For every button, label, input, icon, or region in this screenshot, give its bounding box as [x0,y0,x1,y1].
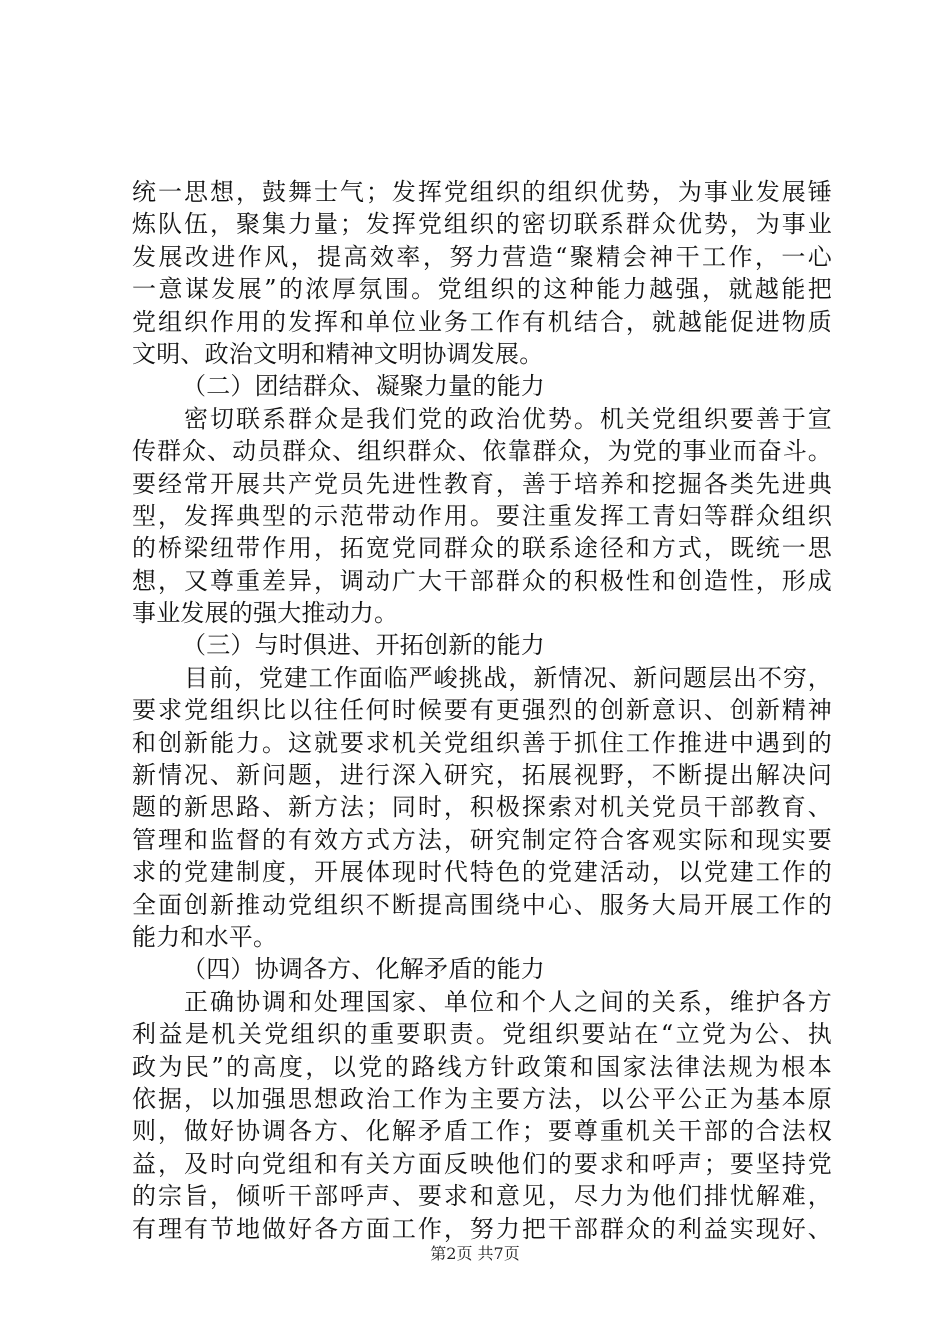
body-line: 文明、政治文明和精神文明协调发展。 [132,339,544,368]
body-line: 益，及时向党组和有关方面反映他们的要求和呼声；要坚持党 [132,1149,832,1178]
body-line: 统一思想，鼓舞士气；发挥党组织的组织优势，为事业发展锤 [132,178,832,206]
body-line: 一意谋发展”的浓厚氛围。党组织的这种能力越强，就越能把 [132,275,832,304]
body-line: 传群众、动员群众、组织群众、依靠群众，为党的事业而奋斗。 [132,437,832,466]
body-line: 要求党组织比以往任何时候要有更强烈的创新意识、创新精神 [132,696,832,725]
body-line: 发展改进作风，提高效率，努力营造“聚精会神干工作，一心 [132,242,832,271]
body-line: 党组织作用的发挥和单位业务工作有机结合，就越能促进物质 [132,307,832,336]
paragraph-first-line: 密切联系群众是我们党的政治优势。机关党组织要善于宣 [184,404,832,433]
paragraph-first-line: 正确协调和处理国家、单位和个人之间的关系，维护各方 [184,987,832,1016]
body-line: 求的党建制度，开展体现时代特色的党建活动，以党建工作的 [132,858,832,887]
body-line: 想，又尊重差异，调动广大干部群众的积极性和创造性，形成 [132,566,832,595]
body-line: 的宗旨，倾听干部呼声、要求和意见，尽力为他们排忧解难， [132,1182,832,1211]
body-line: 要经常开展共产党员先进性教育，善于培养和挖掘各类先进典 [132,469,832,498]
body-line: 政为民”的高度，以党的路线方针政策和国家法律法规为根本 [132,1052,832,1081]
body-line: 管理和监督的有效方式方法，研究制定符合客观实际和现实要 [132,825,832,854]
section-heading: （二）团结群众、凝聚力量的能力 [182,372,545,401]
page-footer: 第2页 共7页 [430,1244,520,1263]
body-line: 依据，以加强思想政治工作为主要方法，以公平公正为基本原 [132,1084,832,1113]
body-line: 能力和水平。 [132,922,278,951]
body-line: 题的新思路、新方法；同时，积极探索对机关党员干部教育、 [132,793,832,822]
body-line: 的桥梁纽带作用，拓宽党同群众的联系途径和方式，既统一思 [132,534,832,563]
body-line: 则，做好协调各方、化解矛盾工作；要尊重机关干部的合法权 [132,1117,832,1146]
body-line: 型，发挥典型的示范带动作用。要注重发挥工青妇等群众组织 [132,501,832,530]
body-line: 利益是机关党组织的重要职责。党组织要站在“立党为公、执 [132,1020,832,1049]
body-line: 全面创新推动党组织不断提高围绕中心、服务大局开展工作的 [132,890,832,919]
body-line: 新情况、新问题，进行深入研究，拓展视野，不断提出解决问 [132,761,832,790]
section-heading: （四）协调各方、化解矛盾的能力 [182,955,545,984]
body-line: 和创新能力。这就要求机关党组织善于抓住工作推进中遇到的 [132,728,832,757]
body-line: 事业发展的强大推动力。 [132,599,399,628]
document-body [132,176,832,1245]
paragraph-first-line: 目前，党建工作面临严峻挑战，新情况、新问题层出不穷， [184,663,832,692]
section-heading: （三）与时俱进、开拓创新的能力 [182,631,545,660]
body-line: 有理有节地做好各方面工作，努力把干部群众的利益实现好、 [132,1214,832,1243]
body-line: 炼队伍，聚集力量；发挥党组织的密切联系群众优势，为事业 [132,210,832,239]
